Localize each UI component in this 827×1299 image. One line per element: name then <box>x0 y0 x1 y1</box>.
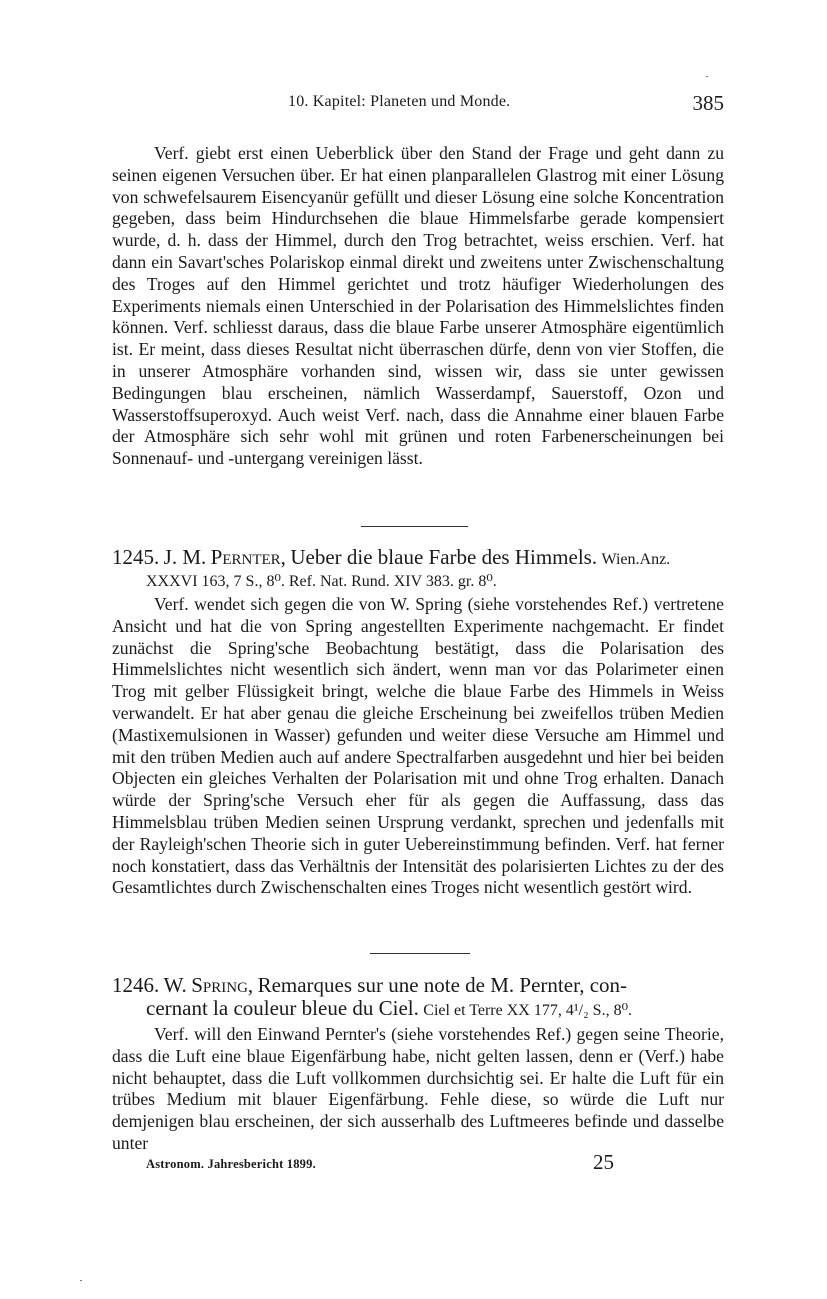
entry-title: Ueber die blaue Farbe des Himmels. <box>290 545 598 569</box>
entry-1245-heading <box>112 547 724 593</box>
entry-number: 1245. <box>112 545 160 569</box>
section-divider <box>361 526 468 527</box>
section-divider <box>370 953 470 954</box>
footer-sheet-number: 25 <box>593 1150 614 1174</box>
running-title: 10. Kapitel: Planeten und Monde. <box>288 93 511 110</box>
entry-number: 1246. <box>112 973 160 997</box>
scan-speck <box>80 1280 82 1281</box>
entry-title-continued: cernant la couleur bleue du Ciel. <box>146 995 419 1020</box>
paragraph-body: Verf. giebt erst einen Ueberblick über den Stand der Frage und geht dann zu seinen eigenen Versuchen über. Er hat einen planparallelen Glastrog mit einer Lösung von schwefelsaurem Eisencyanür gefüllt und dieser Lösung eine solche Koncentration gegeben, dass beim Hindurchsehen die blaue Himmelsfarbe gerade kompensiert wurde, d. h. dass der Himmel, durch den Trog betrachtet, weiss erschien. Verf. hat dann ein Savart'sches Polariskop einmal direkt und zweitens unter Zwischenschaltung des Troges auf den Himmel gerichtet und trotz häufiger Wiederholungen des Experiments niemals einen Unterschied in der Polarisation des Himmelslichtes finden können. Verf. schliesst daraus, dass die blaue Farbe unserer Atmosphäre eigentümlich ist. Er meint, dass dieses Resultat nicht überraschen dürfe, denn von vier Stoffen, die in unserer Atmosphäre vorhanden sind, wissen wir, dass sie unter gewissen Bedingungen blau erscheinen, nämlich Wasserdampf, Sauerstoff, Ozon und Wasserstoffsuperoxyd. Auch weist Verf. nach, dass die Annahme einer blauen Farbe der Atmosphäre sich sehr wohl mit grünen und roten Farbenerscheinungen bei Sonnenauf- und -untergang vereinigen lässt. <box>112 143 724 469</box>
author-initials: J. M. <box>163 545 207 569</box>
citation: Ciel et Terre XX 177, 4¹/₂ S., 8⁰. <box>423 1001 632 1019</box>
citation-continued: XXXVI 163, 7 S., 8⁰. Ref. Nat. Rund. XIV 383. gr. 8⁰. <box>146 572 497 590</box>
entry-1246-body: Verf. will den Einwand Pernter's (siehe vorstehendes Ref.) gegen seine Theorie, dass die Luft eine blaue Eigenfärbung habe, nicht gelten lassen, denn er (Verf.) habe nicht behauptet, dass die Luft vollkommen durchsichtig sei. Er halte die Luft für ein trübes Medium mit blauer Eigenfärbung. Fehle diese, so würde die Luft nur demjenigen blau erscheinen, der sich ausserhalb des Luftmeeres befinde und dasselbe unter <box>112 1024 724 1153</box>
entry-title: Remarques sur une note de M. Pernter, con- <box>257 973 628 997</box>
author-surname: Spring, <box>191 973 254 997</box>
footer-signature: Astronom. Jahresbericht 1899. <box>146 1157 316 1171</box>
page-number: 385 <box>692 91 724 115</box>
author-initials: W. <box>163 973 187 997</box>
scan-speck <box>706 76 708 77</box>
author-surname: Pernter, <box>210 545 286 569</box>
entry-1245-body: Verf. wendet sich gegen die von W. Spring (siehe vorstehendes Ref.) vertretene Ansicht und hat die von Spring angestellten Experimente nachgemacht. Er findet zunächst die Spring'sche Beobachtung bestätigt, dass die Polarisation des Himmelslichtes nicht wesentlich sich ändert, wenn man vor das Polarimeter einen Trog mit gelber Flüssigkeit bringt, welche die blaue Farbe des Himmels in Weiss verwandelt. Er hat aber genau die gleiche Erscheinung bei zweifellos trüben Medien (Mastixemulsionen in Wasser) gefunden und weiter diese Versuche am Himmel und mit den trüben Medien auch auf andere Spectralfarben ausgedehnt und hier bei beiden Objecten ein gleiches Verhalten der Polarisation mit und ohne Trog erhalten. Danach würde der Spring'sche Versuch eher für als gegen die Auffassung, dass das Himmelsblau trüben Medien seinen Ursprung verdankt, sprechen und jedenfalls mit der Rayleigh'schen Theorie sich in guter Uebereinstimmung befinden. Verf. hat ferner noch konstatiert, dass das Verhältnis der Intensität des polarisierten Lichtes zu der des Gesamtlichtes durch Zwischenschalten eines Troges nicht wesentlich gestört wird. <box>112 594 724 898</box>
citation: Wien.Anz. <box>601 551 671 568</box>
title-continued <box>112 995 724 1022</box>
entry-1246-heading <box>112 975 724 1022</box>
running-head <box>112 93 724 117</box>
